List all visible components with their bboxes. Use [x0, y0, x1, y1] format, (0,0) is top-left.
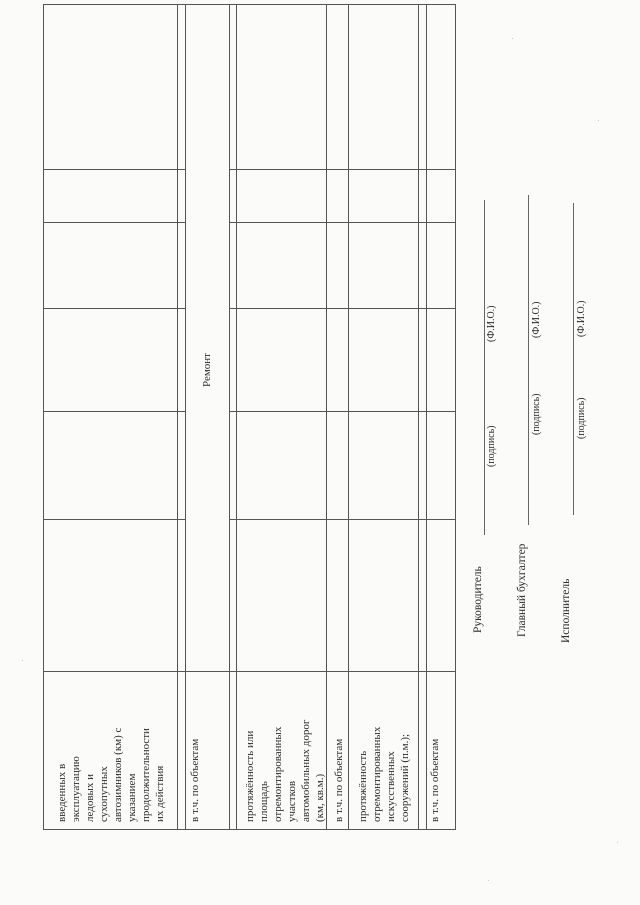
signature-hint-sign: (подпись) [486, 425, 497, 467]
row-label-line: автомобильных дорог [300, 719, 312, 822]
scan-noise [512, 38, 513, 39]
table-border-left [43, 829, 456, 830]
row-separator [326, 4, 327, 830]
row-separator [229, 4, 230, 830]
signature-hint-sign: (подпись) [531, 393, 542, 435]
table-border-right [43, 4, 456, 5]
row-label-repaired-structures [356, 727, 412, 822]
signature-hint-sign: (подпись) [576, 397, 587, 439]
row-label-line: автозимников (км) с [112, 727, 124, 822]
row-label-line: отремонтированных [371, 726, 383, 822]
scan-noise [617, 842, 618, 843]
signature-title-director: Руководитель [472, 566, 484, 633]
signature-hint-name: (Ф.И.О.) [486, 305, 497, 342]
row-label-line: в т.ч. по объектам [333, 738, 345, 822]
column-separator [43, 169, 185, 170]
row-label-line: участков [286, 780, 298, 822]
row-label-line: в т.ч. по объектам [429, 738, 441, 822]
row-label-line: в т.ч. по объектам [189, 738, 201, 822]
signature-line-executor[interactable] [573, 203, 574, 515]
row-label-line: сухопутных [98, 766, 110, 822]
row-label-line: ледовых и [84, 773, 96, 822]
scan-noise [22, 660, 23, 661]
section-header-repair: Ремонт [201, 353, 213, 388]
column-separator [229, 519, 456, 520]
column-separator [229, 308, 456, 309]
column-separator [229, 411, 456, 412]
row-label-line: (км, кв.м.) [314, 773, 326, 822]
column-separator [43, 519, 185, 520]
column-separator [43, 222, 185, 223]
signature-title-executor: Исполнитель [560, 578, 572, 643]
signature-title-chief-accountant: Главный бухгалтер [516, 543, 528, 637]
row-label-winter-roads [55, 728, 167, 822]
signature-line-director[interactable] [484, 200, 485, 535]
column-separator [229, 169, 456, 170]
row-label-line: отремонтированных [272, 726, 284, 822]
row-separator [348, 4, 349, 830]
column-separator [43, 308, 185, 309]
table-border-top [43, 4, 44, 830]
signature-line-chief-accountant[interactable] [528, 195, 529, 525]
column-separator [229, 222, 456, 223]
table-border-bottom [455, 4, 456, 830]
row-label-line: продолжительности [140, 728, 152, 822]
row-label-repaired-roads [243, 720, 327, 822]
row-label-line: искусственных [385, 751, 397, 822]
row-label-line: указанием [126, 773, 138, 822]
row-label-by-objects [428, 739, 442, 822]
report-table [43, 4, 456, 830]
column-separator [43, 411, 185, 412]
row-label-by-objects [332, 739, 346, 822]
row-separator [236, 4, 237, 830]
row-label-line: введенных в [56, 763, 68, 822]
row-label-by-objects [188, 739, 202, 822]
row-separator [177, 4, 178, 830]
scan-noise [598, 120, 599, 121]
row-label-line: протяжённость [357, 750, 369, 822]
row-label-line: их действия [154, 765, 166, 822]
label-column-separator [43, 671, 456, 672]
row-label-line: сооружений (п.м.); [399, 733, 411, 822]
signature-hint-name: (Ф.И.О.) [576, 300, 587, 337]
scan-noise [488, 880, 489, 881]
row-separator [185, 4, 186, 830]
row-label-line: протяжённость или [244, 730, 256, 822]
signature-hint-name: (Ф.И.О.) [531, 301, 542, 338]
row-separator [426, 4, 427, 830]
row-separator [418, 4, 419, 830]
row-label-line: эксплуатацию [70, 756, 82, 822]
row-label-line: площадь [258, 781, 270, 822]
